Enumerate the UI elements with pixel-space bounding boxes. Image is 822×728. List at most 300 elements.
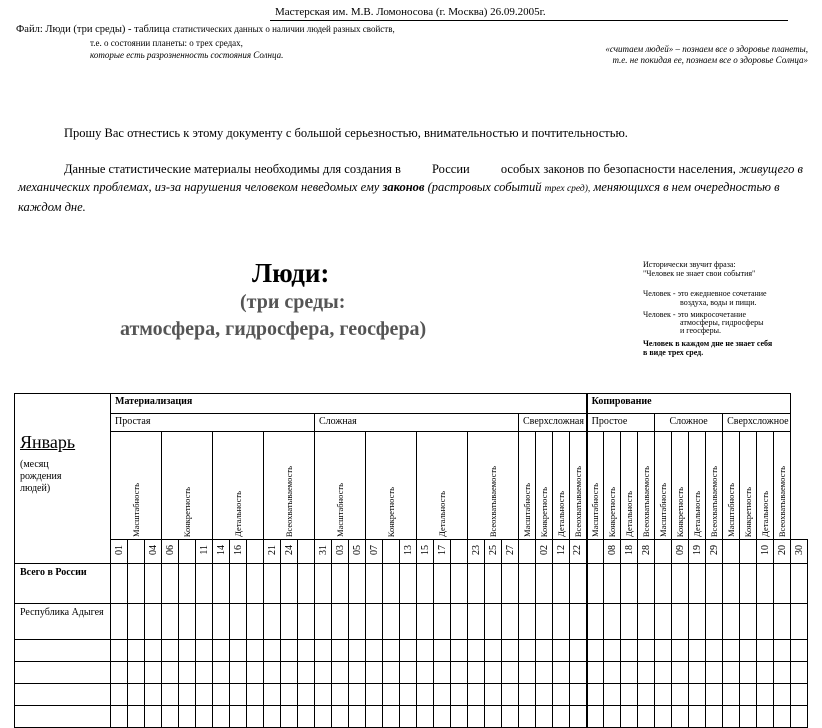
data-cell[interactable] [383, 684, 400, 706]
data-cell[interactable] [298, 564, 315, 604]
column-label-d: Детальность [689, 432, 706, 540]
data-cell[interactable] [706, 684, 723, 706]
statistics-table [14, 393, 808, 728]
data-cell[interactable] [162, 564, 179, 604]
data-cell[interactable] [417, 604, 434, 640]
data-cell[interactable] [162, 640, 179, 662]
data-cell[interactable] [366, 604, 383, 640]
data-cell[interactable] [196, 640, 213, 662]
data-cell[interactable] [485, 640, 502, 662]
data-cell[interactable] [570, 706, 587, 728]
column-label-k: Конкретность [604, 432, 621, 540]
data-cell[interactable] [740, 640, 757, 662]
data-cell[interactable] [655, 684, 672, 706]
data-cell[interactable] [400, 706, 417, 728]
data-cell[interactable] [757, 564, 774, 604]
data-cell[interactable] [196, 662, 213, 684]
data-cell[interactable] [553, 564, 570, 604]
column-label-v: Всеохватываемость [570, 432, 587, 540]
data-cell[interactable] [774, 564, 791, 604]
data-cell[interactable] [451, 684, 468, 706]
data-cell[interactable] [502, 564, 519, 604]
data-cell[interactable] [604, 662, 621, 684]
data-cell[interactable] [434, 662, 451, 684]
data-cell[interactable] [485, 684, 502, 706]
data-cell[interactable] [689, 662, 706, 684]
data-cell[interactable] [519, 640, 536, 662]
data-cell[interactable] [281, 640, 298, 662]
data-cell[interactable] [553, 706, 570, 728]
data-cell[interactable] [723, 564, 740, 604]
data-cell[interactable] [672, 662, 689, 684]
data-cell[interactable] [672, 604, 689, 640]
data-cell[interactable] [791, 604, 808, 640]
day-number-cell [247, 540, 264, 564]
data-cell[interactable] [519, 604, 536, 640]
data-cell[interactable] [655, 604, 672, 640]
data-cell[interactable] [672, 640, 689, 662]
data-cell[interactable] [298, 640, 315, 662]
data-cell[interactable] [247, 640, 264, 662]
data-cell[interactable] [315, 604, 332, 640]
data-cell[interactable] [536, 706, 553, 728]
data-cell[interactable] [553, 684, 570, 706]
data-cell[interactable] [621, 706, 638, 728]
data-cell[interactable] [621, 684, 638, 706]
data-cell[interactable] [774, 604, 791, 640]
data-cell[interactable] [247, 662, 264, 684]
day-number-cell: 05 [349, 540, 366, 564]
data-cell[interactable] [485, 662, 502, 684]
data-cell[interactable] [655, 564, 672, 604]
column-label-v: Всеохватываемость [468, 432, 519, 540]
day-number-cell: 18 [621, 540, 638, 564]
intro-paragraph-1: Прошу Вас отнестись к этому документу с большой серьезностью, внимательностью и почтительностью. [64, 126, 628, 140]
data-cell[interactable] [111, 662, 128, 684]
data-cell[interactable] [264, 640, 281, 662]
data-cell[interactable] [349, 640, 366, 662]
data-cell[interactable] [434, 564, 451, 604]
data-cell[interactable] [451, 604, 468, 640]
side-note: воздуха, воды и пищи. [680, 298, 757, 307]
data-cell[interactable] [587, 706, 604, 728]
day-number-cell [740, 540, 757, 564]
data-cell[interactable] [128, 640, 145, 662]
side-note: Человек - это микросочетание [643, 310, 747, 319]
data-cell[interactable] [315, 564, 332, 604]
data-cell[interactable] [128, 706, 145, 728]
data-cell[interactable] [281, 604, 298, 640]
data-cell[interactable] [128, 564, 145, 604]
column-label-m: Масштабность [519, 432, 536, 540]
day-number-cell: 03 [332, 540, 349, 564]
data-cell[interactable] [740, 662, 757, 684]
data-cell[interactable] [230, 706, 247, 728]
data-cell[interactable] [264, 684, 281, 706]
column-label-d: Детальность [417, 432, 468, 540]
data-cell[interactable] [196, 564, 213, 604]
data-cell[interactable] [162, 662, 179, 684]
data-cell[interactable] [332, 684, 349, 706]
data-cell[interactable] [791, 564, 808, 604]
data-cell[interactable] [689, 564, 706, 604]
data-cell[interactable] [298, 662, 315, 684]
data-cell[interactable] [638, 684, 655, 706]
data-cell[interactable] [179, 684, 196, 706]
data-cell[interactable] [162, 684, 179, 706]
data-cell[interactable] [162, 706, 179, 728]
data-cell[interactable] [247, 684, 264, 706]
data-cell[interactable] [757, 684, 774, 706]
data-cell[interactable] [519, 706, 536, 728]
data-cell[interactable] [604, 564, 621, 604]
day-number-cell [128, 540, 145, 564]
data-cell[interactable] [179, 662, 196, 684]
data-cell[interactable] [774, 706, 791, 728]
column-label-v: Всеохватываемость [264, 432, 315, 540]
data-cell[interactable] [587, 640, 604, 662]
data-cell[interactable] [230, 684, 247, 706]
data-cell[interactable] [570, 662, 587, 684]
data-cell[interactable] [196, 684, 213, 706]
data-cell[interactable] [570, 640, 587, 662]
day-number-cell: 14 [213, 540, 230, 564]
data-cell[interactable] [349, 684, 366, 706]
data-cell[interactable] [740, 564, 757, 604]
file-line-3: которые есть разрозненность состояния Солнца. [90, 50, 284, 60]
data-cell[interactable] [638, 564, 655, 604]
data-cell[interactable] [298, 684, 315, 706]
data-cell[interactable] [672, 706, 689, 728]
data-cell[interactable] [247, 604, 264, 640]
data-cell[interactable] [468, 564, 485, 604]
data-cell[interactable] [366, 640, 383, 662]
day-number-cell: 31 [315, 540, 332, 564]
data-cell[interactable] [638, 706, 655, 728]
data-cell[interactable] [502, 604, 519, 640]
data-cell[interactable] [587, 684, 604, 706]
data-cell[interactable] [570, 564, 587, 604]
data-cell[interactable] [570, 684, 587, 706]
data-cell[interactable] [757, 662, 774, 684]
day-number-cell: 10 [757, 540, 774, 564]
data-cell[interactable] [502, 640, 519, 662]
data-cell[interactable] [536, 564, 553, 604]
page-title: Люди: [252, 258, 330, 288]
data-cell[interactable] [213, 662, 230, 684]
side-note: Человек в каждом дне не знает себя [643, 339, 773, 348]
day-number-cell: 28 [638, 540, 655, 564]
data-cell[interactable] [536, 604, 553, 640]
data-cell[interactable] [451, 662, 468, 684]
data-cell[interactable] [638, 662, 655, 684]
day-number-cell: 25 [485, 540, 502, 564]
data-cell[interactable] [128, 684, 145, 706]
data-cell[interactable] [213, 640, 230, 662]
column-label-m: Масштабность [655, 432, 672, 540]
data-cell[interactable] [264, 564, 281, 604]
data-cell[interactable] [179, 706, 196, 728]
column-label-k: Конкретность [740, 432, 757, 540]
data-cell[interactable] [332, 706, 349, 728]
data-cell[interactable] [145, 706, 162, 728]
data-cell[interactable] [213, 564, 230, 604]
data-cell[interactable] [570, 604, 587, 640]
data-cell[interactable] [417, 640, 434, 662]
data-cell[interactable] [213, 684, 230, 706]
day-number-cell: 02 [536, 540, 553, 564]
data-cell[interactable] [111, 684, 128, 706]
data-cell[interactable] [502, 662, 519, 684]
data-cell[interactable] [145, 684, 162, 706]
side-note: Человек - это ежедневное сочетание [643, 289, 767, 298]
day-number-cell: 11 [196, 540, 213, 564]
data-cell[interactable] [621, 604, 638, 640]
data-cell[interactable] [468, 706, 485, 728]
data-cell[interactable] [400, 684, 417, 706]
data-cell[interactable] [281, 684, 298, 706]
data-cell[interactable] [468, 604, 485, 640]
data-cell[interactable] [706, 706, 723, 728]
data-cell[interactable] [723, 604, 740, 640]
data-cell[interactable] [332, 564, 349, 604]
month-sub-label: (месяц рождения людей) [20, 459, 62, 494]
data-cell[interactable] [247, 564, 264, 604]
group-copying: Копирование [587, 394, 791, 414]
data-cell[interactable] [315, 706, 332, 728]
data-cell[interactable] [111, 706, 128, 728]
data-cell[interactable] [502, 684, 519, 706]
data-cell[interactable] [655, 640, 672, 662]
data-cell[interactable] [332, 604, 349, 640]
data-cell[interactable] [349, 564, 366, 604]
data-cell[interactable] [791, 684, 808, 706]
data-cell[interactable] [621, 640, 638, 662]
data-cell[interactable] [655, 706, 672, 728]
day-number-cell: 30 [791, 540, 808, 564]
data-cell[interactable] [774, 640, 791, 662]
data-cell[interactable] [757, 640, 774, 662]
data-cell[interactable] [230, 564, 247, 604]
side-note: "Человек не знает свои события" [643, 269, 756, 278]
data-cell[interactable] [553, 604, 570, 640]
row-label [15, 706, 111, 728]
data-cell[interactable] [145, 640, 162, 662]
day-number-cell [298, 540, 315, 564]
column-label-m: Масштабность [723, 432, 740, 540]
data-cell[interactable] [315, 662, 332, 684]
day-number-cell: 15 [417, 540, 434, 564]
data-cell[interactable] [417, 706, 434, 728]
data-cell[interactable] [553, 640, 570, 662]
data-cell[interactable] [213, 706, 230, 728]
data-cell[interactable] [723, 684, 740, 706]
data-cell[interactable] [434, 684, 451, 706]
data-cell[interactable] [264, 706, 281, 728]
data-cell[interactable] [434, 640, 451, 662]
data-cell[interactable] [706, 662, 723, 684]
data-cell[interactable] [281, 662, 298, 684]
data-cell[interactable] [587, 662, 604, 684]
day-number-cell: 09 [672, 540, 689, 564]
data-cell[interactable] [485, 564, 502, 604]
data-cell[interactable] [604, 706, 621, 728]
data-cell[interactable] [706, 564, 723, 604]
row-label [15, 640, 111, 662]
data-cell[interactable] [587, 564, 604, 604]
data-cell[interactable] [672, 684, 689, 706]
data-cell[interactable] [366, 564, 383, 604]
data-cell[interactable] [519, 662, 536, 684]
data-cell[interactable] [349, 706, 366, 728]
data-cell[interactable] [281, 706, 298, 728]
data-cell[interactable] [655, 662, 672, 684]
data-cell[interactable] [434, 706, 451, 728]
data-cell[interactable] [689, 706, 706, 728]
data-cell[interactable] [247, 706, 264, 728]
data-cell[interactable] [502, 706, 519, 728]
data-cell[interactable] [536, 640, 553, 662]
page-subtitle-2: атмосфера, гидросфера, геосфера) [120, 318, 427, 340]
data-cell[interactable] [621, 662, 638, 684]
data-cell[interactable] [230, 662, 247, 684]
data-cell[interactable] [587, 604, 604, 640]
data-cell[interactable] [230, 604, 247, 640]
data-cell[interactable] [349, 662, 366, 684]
data-cell[interactable] [383, 662, 400, 684]
data-cell[interactable] [332, 640, 349, 662]
data-cell[interactable] [179, 564, 196, 604]
data-cell[interactable] [298, 604, 315, 640]
data-cell[interactable] [264, 662, 281, 684]
data-cell[interactable] [672, 564, 689, 604]
data-cell[interactable] [417, 564, 434, 604]
data-cell[interactable] [434, 604, 451, 640]
data-cell[interactable] [706, 640, 723, 662]
day-number-cell: 01 [111, 540, 128, 564]
data-cell[interactable] [451, 640, 468, 662]
data-cell[interactable] [383, 640, 400, 662]
data-cell[interactable] [791, 662, 808, 684]
data-cell[interactable] [536, 662, 553, 684]
data-cell[interactable] [179, 640, 196, 662]
data-cell[interactable] [723, 706, 740, 728]
data-cell[interactable] [162, 604, 179, 640]
data-cell[interactable] [451, 706, 468, 728]
data-cell[interactable] [145, 604, 162, 640]
day-number-cell [179, 540, 196, 564]
data-cell[interactable] [366, 662, 383, 684]
data-cell[interactable] [468, 684, 485, 706]
row-label: Республика Адыгея [15, 604, 111, 640]
data-cell[interactable] [383, 564, 400, 604]
data-cell[interactable] [315, 684, 332, 706]
data-cell[interactable] [706, 604, 723, 640]
data-cell[interactable] [145, 564, 162, 604]
data-cell[interactable] [383, 706, 400, 728]
data-cell[interactable] [774, 662, 791, 684]
data-cell[interactable] [281, 564, 298, 604]
data-cell[interactable] [757, 706, 774, 728]
data-cell[interactable] [196, 706, 213, 728]
data-cell[interactable] [791, 640, 808, 662]
month-header-cell [15, 394, 111, 564]
data-cell[interactable] [604, 604, 621, 640]
day-number-cell [451, 540, 468, 564]
data-cell[interactable] [128, 604, 145, 640]
data-cell[interactable] [621, 564, 638, 604]
data-cell[interactable] [128, 662, 145, 684]
data-cell[interactable] [111, 640, 128, 662]
data-cell[interactable] [400, 564, 417, 604]
data-cell[interactable] [298, 706, 315, 728]
file-line-2: т.е. о состоянии планеты: о трех средах, [90, 38, 243, 48]
data-cell[interactable] [740, 604, 757, 640]
day-number-cell: 23 [468, 540, 485, 564]
data-cell[interactable] [366, 684, 383, 706]
data-cell[interactable] [774, 684, 791, 706]
data-cell[interactable] [366, 706, 383, 728]
data-cell[interactable] [791, 706, 808, 728]
data-cell[interactable] [230, 640, 247, 662]
data-cell[interactable] [723, 662, 740, 684]
data-cell[interactable] [468, 662, 485, 684]
side-note: и геосферы. [680, 326, 721, 335]
data-cell[interactable] [417, 662, 434, 684]
data-cell[interactable] [400, 640, 417, 662]
data-cell[interactable] [519, 684, 536, 706]
column-label-d: Детальность [757, 432, 774, 540]
day-number-cell: 20 [774, 540, 791, 564]
data-cell[interactable] [740, 706, 757, 728]
data-cell[interactable] [196, 604, 213, 640]
data-cell[interactable] [145, 662, 162, 684]
data-cell[interactable] [468, 640, 485, 662]
data-cell[interactable] [604, 684, 621, 706]
data-cell[interactable] [689, 684, 706, 706]
data-cell[interactable] [740, 684, 757, 706]
data-cell[interactable] [111, 564, 128, 604]
data-cell[interactable] [723, 640, 740, 662]
data-cell[interactable] [400, 604, 417, 640]
side-note: Исторически звучит фраза: [643, 260, 736, 269]
header-rule [270, 20, 788, 21]
data-cell[interactable] [689, 604, 706, 640]
data-cell[interactable] [757, 604, 774, 640]
header-workshop: Мастерская им. М.В. Ломоносова (г. Москва) 26.09.2005г. [275, 6, 546, 18]
data-cell[interactable] [638, 604, 655, 640]
data-cell[interactable] [111, 604, 128, 640]
data-cell[interactable] [349, 604, 366, 640]
data-cell[interactable] [689, 640, 706, 662]
data-cell[interactable] [485, 604, 502, 640]
data-cell[interactable] [485, 706, 502, 728]
data-cell[interactable] [604, 640, 621, 662]
data-cell[interactable] [519, 564, 536, 604]
data-cell[interactable] [400, 662, 417, 684]
data-cell[interactable] [417, 684, 434, 706]
data-cell[interactable] [451, 564, 468, 604]
data-cell[interactable] [213, 604, 230, 640]
data-cell[interactable] [264, 604, 281, 640]
data-cell[interactable] [553, 662, 570, 684]
data-cell[interactable] [638, 640, 655, 662]
data-cell[interactable] [332, 662, 349, 684]
data-cell[interactable] [383, 604, 400, 640]
data-cell[interactable] [315, 640, 332, 662]
data-cell[interactable] [536, 684, 553, 706]
data-cell[interactable] [179, 604, 196, 640]
